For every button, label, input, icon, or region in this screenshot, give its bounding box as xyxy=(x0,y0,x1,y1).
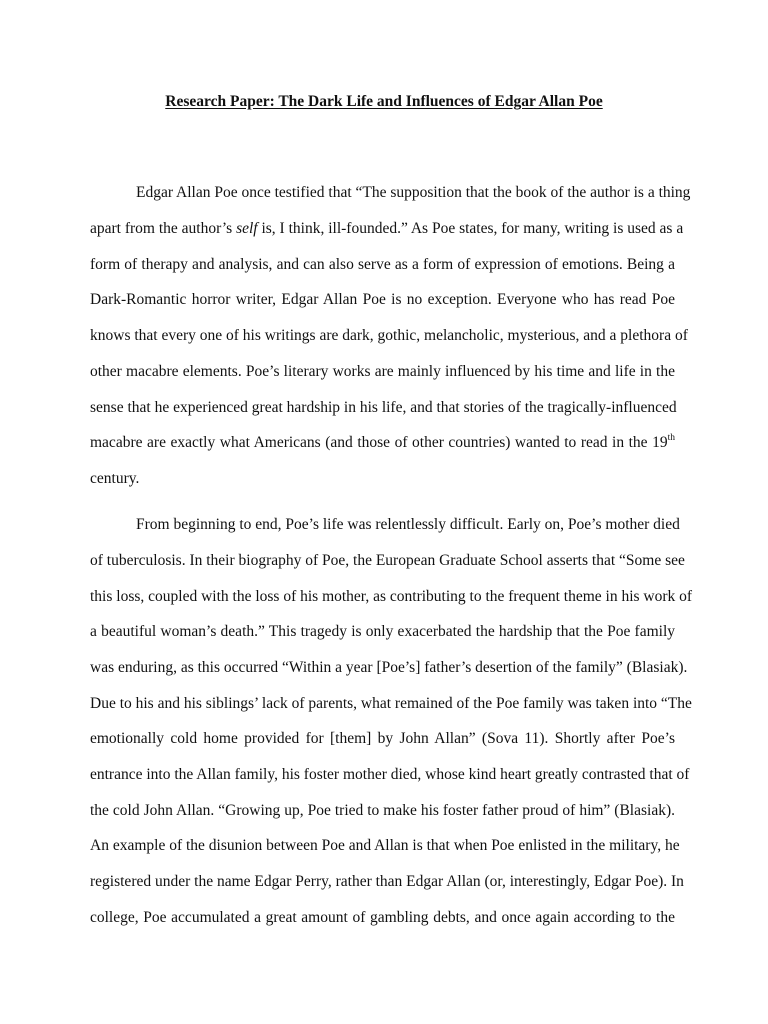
paragraph-2-line-4: a beautiful woman’s death.” This tragedy is only exacerbated the hardship that the Poe family xyxy=(90,623,675,640)
paragraph-2-line-2: of tuberculosis. In their biography of Poe, the European Graduate School asserts that “Some see xyxy=(90,552,685,569)
superscript-th: th xyxy=(667,433,675,443)
paragraph-2-line-5: was enduring, as this occurred “Within a year [Poe’s] father’s desertion of the family” (Blasiak). xyxy=(90,659,688,676)
paragraph-2-line-6: Due to his and his siblings’ lack of parents, what remained of the Poe family was taken into “The xyxy=(90,695,692,712)
paragraph-1-line-8-text: macabre are exactly what Americans (and those of other countries) wanted to read in the 19 xyxy=(90,434,668,451)
paragraph-1-line-2 xyxy=(90,220,684,238)
paragraph-2-line-10: An example of the disunion between Poe and Allan is that when Poe enlisted in the military, he xyxy=(90,837,680,854)
page-title: Research Paper: The Dark Life and Influences of Edgar Allan Poe xyxy=(165,93,603,110)
paragraph-2-line-11: registered under the name Edgar Perry, rather than Edgar Allan (or, interestingly, Edgar Poe). In xyxy=(90,873,684,890)
paragraph-1-line-4: Dark-Romantic horror writer, Edgar Allan Poe is no exception. Everyone who has read Poe xyxy=(90,291,675,308)
paragraph-2-line-7: emotionally cold home provided for [them] by John Allan” (Sova 11). Shortly after Poe’s xyxy=(90,730,675,747)
paragraph-2-line-8: entrance into the Allan family, his foster mother died, whose kind heart greatly contrasted that of xyxy=(90,766,690,783)
italic-self: self xyxy=(236,220,258,237)
paragraph-1-line-5: knows that every one of his writings are dark, gothic, melancholic, mysterious, and a plethora of xyxy=(90,327,688,344)
paragraph-1-line-2-start: apart from the author’s xyxy=(90,220,237,237)
paragraph-2-line-12: college, Poe accumulated a great amount of gambling debts, and once again according to the xyxy=(90,909,675,926)
paragraph-2-line-1: From beginning to end, Poe’s life was relentlessly difficult. Early on, Poe’s mother died xyxy=(136,516,680,533)
paragraph-1-line-3: form of therapy and analysis, and can also serve as a form of expression of emotions. Being a xyxy=(90,256,675,273)
paragraph-1-line-8 xyxy=(90,434,675,452)
paragraph-2-line-3: this loss, coupled with the loss of his mother, as contributing to the frequent theme in his work of xyxy=(90,588,693,605)
paragraph-1-line-6: other macabre elements. Poe’s literary works are mainly influenced by his time and life in the xyxy=(90,363,675,380)
paragraph-2-line-9: the cold John Allan. “Growing up, Poe tried to make his foster father proud of him” (Blasiak). xyxy=(90,802,675,819)
paragraph-1-line-2-end: is, I think, ill-founded.” As Poe states, for many, writing is used as a xyxy=(257,220,684,237)
paragraph-1-line-7: sense that he experienced great hardship in his life, and that stories of the tragically-influenced xyxy=(90,399,677,416)
paragraph-1-line-9: century. xyxy=(90,470,140,487)
paragraph-1-line-1: Edgar Allan Poe once testified that “The supposition that the book of the author is a thing xyxy=(136,184,691,201)
